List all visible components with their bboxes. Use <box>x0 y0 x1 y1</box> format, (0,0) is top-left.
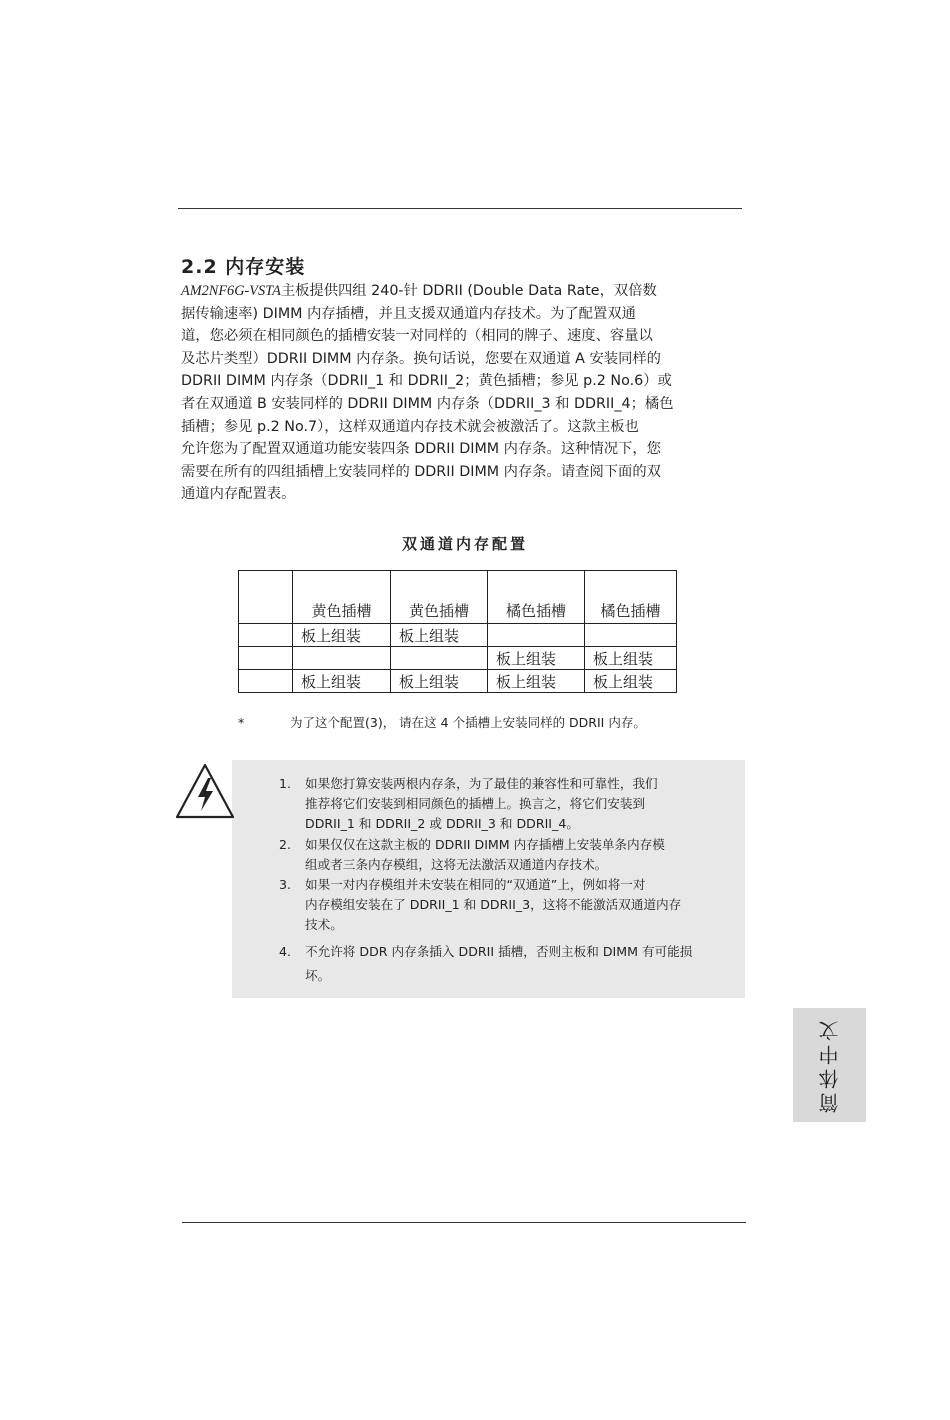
notice-item: 1. 如果您打算安装两根内存条，为了最佳的兼容性和可靠性，我们 推荐将它们安装到相同颜色的插槽上。换言之，将它们安装到 DDRII_1 和 DDRII_2 或 DDRII_3 和 DDRII_4。 <box>279 776 658 832</box>
table-row <box>239 670 677 693</box>
warning-icon <box>174 762 236 820</box>
table-cell: 板上组装 <box>488 647 585 670</box>
table-cell: 板上组装 <box>585 670 677 693</box>
header-cell: 黄色插槽 <box>293 571 391 624</box>
body-line: 据传输速率) DIMM 内存插槽，并且支援双通道内存技术。为了配置双通 <box>181 305 636 322</box>
table-cell <box>239 647 293 670</box>
body-line: 道，您必须在相同颜色的插槽安装一对同样的（相同的牌子、速度、容量以 <box>181 328 653 345</box>
language-tab-label: 简体中文 <box>818 1017 842 1113</box>
footnote-mark: * <box>238 715 245 730</box>
table-cell <box>293 647 391 670</box>
top-rule <box>178 208 742 209</box>
notice-item-number: 3. <box>279 877 292 893</box>
footnote-text: 为了这个配置(3)， 请在这 4 个插槽上安装同样的 DDRII 内存。 <box>290 715 646 730</box>
table-cell: 板上组装 <box>391 624 488 647</box>
table-cell <box>239 670 293 693</box>
dual-channel-config-table <box>238 570 677 693</box>
footnote <box>238 713 646 731</box>
table-cell <box>488 624 585 647</box>
notice-item-number: 1. <box>279 776 292 791</box>
header-cell: 橘色插槽 <box>488 571 585 624</box>
table-cell <box>239 624 293 647</box>
table-row <box>239 624 677 647</box>
bottom-rule <box>182 1222 746 1223</box>
table-title: 双通道内存配置 <box>401 535 528 553</box>
language-tab <box>793 1008 866 1122</box>
body-line: AM2NF6G-VSTA主板提供四组 240-针 DDRII (Double Data Rate，双倍数 <box>181 283 657 299</box>
table-header-row <box>239 571 677 624</box>
notice-item-number: 2. <box>279 836 292 852</box>
table-cell <box>585 624 677 647</box>
section-title: 2.2 内存安装 <box>181 256 306 278</box>
notice-item: 2. 如果仅仅在这款主板的 DDRII DIMM 内存插槽上安装单条内存模 组或者三条内存模组，这将无法激活双通道内存技术。 <box>279 836 665 872</box>
notice-item: 3. 如果一对内存模组并未安装在相同的“双通道”上，例如将一对 内存模组安装在了 DDRII_1 和 DDRII_3，这将不能激活双通道内存 技术。 <box>279 877 682 933</box>
header-cell: 黄色插槽 <box>391 571 488 624</box>
header-cell <box>239 571 293 624</box>
table-row <box>239 647 677 670</box>
table-cell <box>391 647 488 670</box>
notice-item: 4. 不允许将 DDR 内存条插入 DDRII 插槽，否则主板和 DIMM 有可能损 坏。 <box>279 940 719 988</box>
body-line: 及芯片类型）DDRII DIMM 内存条。换句话说，您要在双通道 A 安装同样的 <box>181 350 661 367</box>
body-line: 允许您为了配置双通道功能安装四条 DDRII DIMM 内存条。这种情况下，您 <box>181 441 661 458</box>
header-cell: 橘色插槽 <box>585 571 677 624</box>
body-line: 者在双通道 B 安装同样的 DDRII DIMM 内存条（DDRII_3 和 DDRII_4；橘色 <box>181 395 674 412</box>
table-cell: 板上组装 <box>488 670 585 693</box>
table-cell: 板上组装 <box>293 670 391 693</box>
body-line: 插槽；参见 p.2 No.7），这样双通道内存技术就会被激活了。这款主板也 <box>181 418 639 435</box>
body-line: 需要在所有的四组插槽上安装同样的 DDRII DIMM 内存条。请查阅下面的双 <box>181 463 661 480</box>
table-cell: 板上组装 <box>391 670 488 693</box>
body-paragraph <box>181 280 749 506</box>
model-name: AM2NF6G-VSTA <box>181 283 281 299</box>
table-cell: 板上组装 <box>293 624 391 647</box>
notice-item-number: 4. <box>279 943 292 959</box>
notice-list <box>279 774 719 988</box>
body-line: DDRII DIMM 内存条（DDRII_1 和 DDRII_2；黄色插槽；参见 p.2 No.6）或 <box>181 373 672 390</box>
table-cell: 板上组装 <box>585 647 677 670</box>
body-line: 通道内存配置表。 <box>181 486 296 503</box>
